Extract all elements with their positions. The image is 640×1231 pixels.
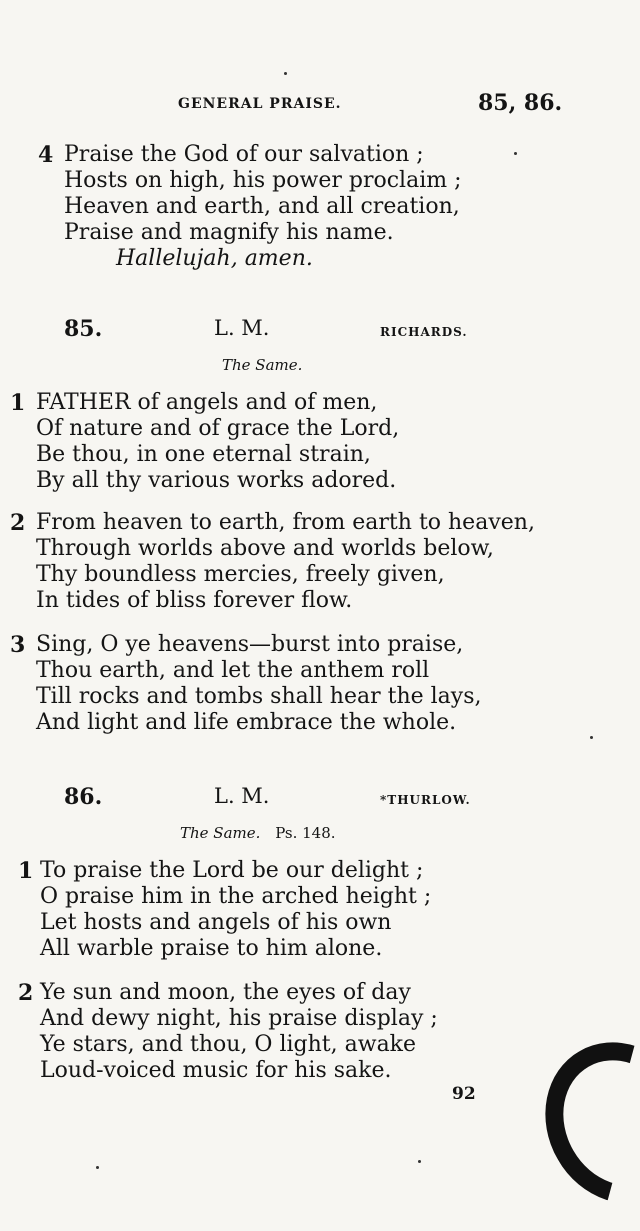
verse-line: O praise him in the arched height ; xyxy=(40,884,432,909)
hymn-meter: L. M. xyxy=(214,316,270,340)
verse-number: 2 xyxy=(18,980,34,1006)
hymn-number: 85. xyxy=(64,316,103,342)
verse-number: 4 xyxy=(38,142,54,168)
verse-number: 1 xyxy=(18,858,34,884)
ink-stain xyxy=(516,1015,640,1231)
hymn-subtitle-text: The Same. xyxy=(180,824,261,842)
page-speck xyxy=(590,736,593,739)
psalm-reference: Ps. 148. xyxy=(275,824,336,842)
verse-number: 1 xyxy=(10,390,26,416)
verse-line: Praise and magnify his name. xyxy=(64,220,394,245)
verse-line: Hosts on high, his power proclaim ; xyxy=(64,168,462,193)
running-title: GENERAL PRAISE. xyxy=(178,96,342,112)
refrain: Hallelujah, amen. xyxy=(116,246,313,271)
verse-line: Thy boundless mercies, freely given, xyxy=(36,562,445,587)
verse-line: Heaven and earth, and all creation, xyxy=(64,194,460,219)
verse-line: By all thy various works adored. xyxy=(36,468,397,493)
page-speck xyxy=(514,152,517,155)
verse-line: Sing, O ye heavens—burst into praise, xyxy=(36,632,464,657)
verse-line: Be thou, in one eternal strain, xyxy=(36,442,371,467)
hymn-number: 86. xyxy=(64,784,103,810)
verse-line: Let hosts and angels of his own xyxy=(40,910,392,935)
page-speck xyxy=(418,1160,421,1163)
verse-number: 3 xyxy=(10,632,26,658)
hymn-subtitle: The Same. xyxy=(222,356,303,374)
verse-line: Through worlds above and worlds below, xyxy=(36,536,494,561)
signature-mark: 92 xyxy=(452,1084,476,1104)
verse-line: FATHER of angels and of men, xyxy=(36,390,378,415)
page-speck xyxy=(284,72,287,75)
verse-line: Thou earth, and let the anthem roll xyxy=(36,658,430,683)
verse-line: All warble praise to him alone. xyxy=(40,936,383,961)
verse-line: Ye stars, and thou, O light, awake xyxy=(40,1032,417,1057)
hymn-composer: *THURLOW. xyxy=(380,793,471,807)
verse-number: 2 xyxy=(10,510,26,536)
verse-line: Praise the God of our salvation ; xyxy=(64,142,424,167)
verse-line: To praise the Lord be our delight ; xyxy=(40,858,424,883)
verse-line: Ye sun and moon, the eyes of day xyxy=(40,980,411,1005)
verse-line: Of nature and of grace the Lord, xyxy=(36,416,400,441)
verse-line: And dewy night, his praise display ; xyxy=(40,1006,438,1031)
hymn-composer: RICHARDS. xyxy=(380,325,468,339)
verse-line: Till rocks and tombs shall hear the lays, xyxy=(36,684,482,709)
page-speck xyxy=(96,1166,99,1169)
verse-line: And light and life embrace the whole. xyxy=(36,710,457,735)
verse-line: Loud-voiced music for his sake. xyxy=(40,1058,392,1083)
hymn-meter: L. M. xyxy=(214,784,270,808)
page-hymn-numbers: 85, 86. xyxy=(478,90,563,116)
hymn-subtitle xyxy=(180,824,336,842)
verse-line: From heaven to earth, from earth to heaven, xyxy=(36,510,535,535)
verse-line: In tides of bliss forever flow. xyxy=(36,588,353,613)
